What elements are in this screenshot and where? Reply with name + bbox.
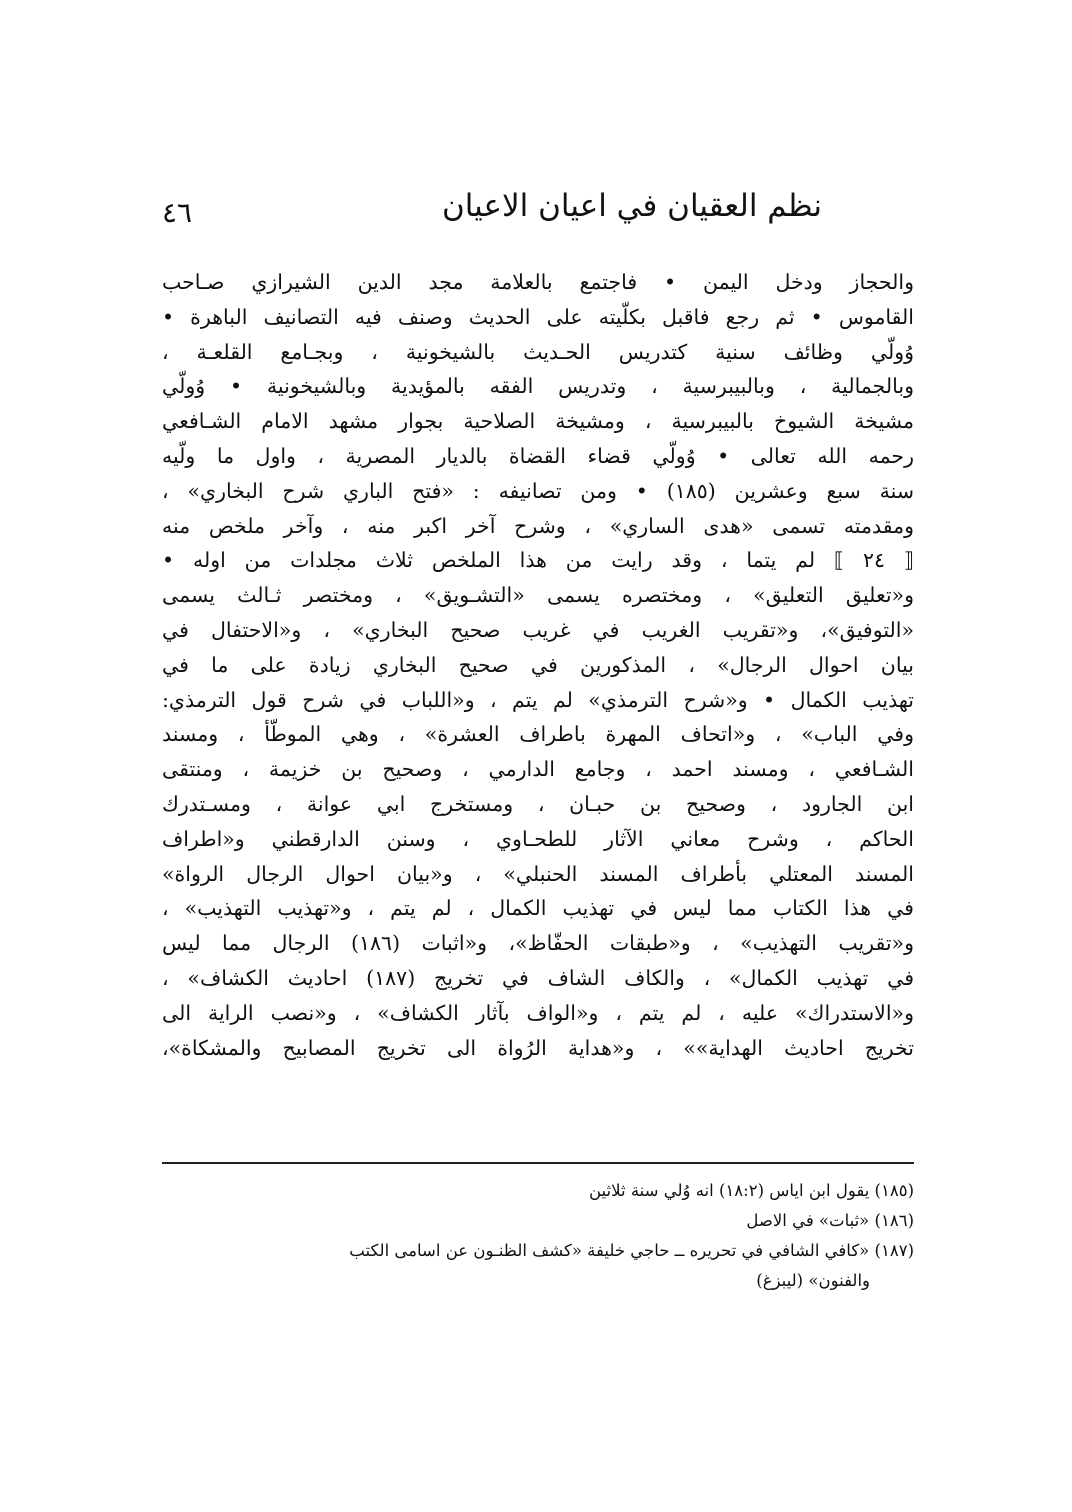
text-line: وفي الباب» ، و«اتحاف المهرة باطراف العشرة» ، وهي الموطّأ ، ومسند — [162, 722, 914, 747]
text-line: ⟦ ٢٤ ⟧ لم يتما ، وقد رايت من هذا الملخص ثلاث مجلدات من اوله • — [162, 548, 914, 573]
text-line: تخريج احاديث الهداية»» ، و«هداية الرُواة الى تخريج المصابيح والمشكاة»، — [162, 1035, 914, 1060]
text-line: القاموس • ثم رجع فاقبل بكلّيته على الحديث وصنف فيه التصانيف الباهرة • — [162, 304, 914, 329]
text-line: ابن الجارود ، وصحيح بن حبـان ، ومستخرج ابي عوانة ، ومسـتدرك — [162, 791, 914, 816]
footnote-divider — [162, 1162, 914, 1164]
footnote-187-continuation: والفنون» (ليبزغ) — [756, 1271, 870, 1290]
main-text — [162, 265, 914, 1065]
page-number: ٤٦ — [162, 196, 193, 229]
book-title: نظم العقيان في اعيان الاعيان — [441, 188, 822, 224]
page-header — [162, 188, 912, 248]
text-line: المسند المعتلي بأطراف المسند الحنبلي» ، و«بيان احوال الرجال الرواة» — [162, 861, 914, 886]
text-line: مشيخة الشيوخ بالبيبرسية ، ومشيخة الصلاحية بجوار مشهد الامام الشـافعي — [162, 409, 914, 434]
footnote-187: (١٨٧) «كافي الشافي في تحريره ــ حاجي خليفة «كشف الظنـون عن اسامى الكتب — [349, 1241, 914, 1260]
footnotes — [162, 1176, 914, 1296]
text-line: الشـافعي ، ومسند احمد ، وجامع الدارمي ، وصحيح بن خزيمة ، ومنتقى — [162, 757, 914, 782]
text-line: «التوفيق»، و«تقريب الغريب في غريب صحيح البخاري» ، و«الاحتفال في — [162, 617, 914, 642]
text-line: وُولّي وظائف سنية كتدريس الحـديث بالشيخونية ، وبجـامع القلعـة ، — [162, 339, 914, 364]
text-line: تهذيب الكمال • و«شرح الترمذي» لم يتم ، و«اللباب في شرح قول الترمذي: — [162, 687, 914, 712]
text-line: و«الاستدراك» عليه ، لم يتم ، و«الواف بآثار الكشاف» ، و«نصب الراية الى — [162, 1000, 914, 1025]
text-line: رحمه الله تعالى • وُولّي قضاء القضاة بالديار المصرية ، واول ما ولّيه — [162, 443, 914, 468]
text-line: في هذا الكتاب مما ليس في تهذيب الكمال ، لم يتم ، و«تهذيب التهذيب» ، — [162, 896, 914, 921]
text-line: والحجاز ودخل اليمن • فاجتمع بالعلامة مجد الدين الشيرازي صـاحب — [162, 270, 914, 294]
text-line: الحاكم ، وشرح معاني الآثار للطحـاوي ، وسنن الدارقطني و«اطراف — [162, 826, 914, 851]
text-line: ومقدمته تسمى «هدى الساري» ، وشرح آخر اكبر منه ، وآخر ملخص منه — [162, 513, 914, 538]
text-line: في تهذيب الكمال» ، والكاف الشاف في تخريج (١٨٧) احاديث الكشاف» ، — [162, 965, 914, 990]
text-line: و«تعليق التعليق» ، ومختصره يسمى «التشـويق» ، ومختصر ثـالث يسمى — [162, 583, 914, 608]
text-line: و«تقريب التهذيب» ، و«طبقات الحفّاظ»، و«اثبات (١٨٦) الرجال مما ليس — [162, 931, 914, 956]
text-line: وبالجمالية ، وبالبيبرسية ، وتدريس الفقه بالمؤيدية وبالشيخونية • وُولّي — [162, 374, 914, 399]
footnote-186: (١٨٦) «ثبات» في الاصل — [746, 1211, 914, 1230]
text-line: بيان احوال الرجال» ، المذكورين في صحيح البخاري زيادة على ما في — [162, 652, 914, 677]
text-line: سنة سبع وعشرين (١٨٥) • ومن تصانيفه : «فتح الباري شرح البخاري» ، — [162, 478, 914, 503]
footnote-185: (١٨٥) يقول ابن اياس (١٨:٢) انه وُلي سنة ثلاثين — [589, 1181, 914, 1200]
